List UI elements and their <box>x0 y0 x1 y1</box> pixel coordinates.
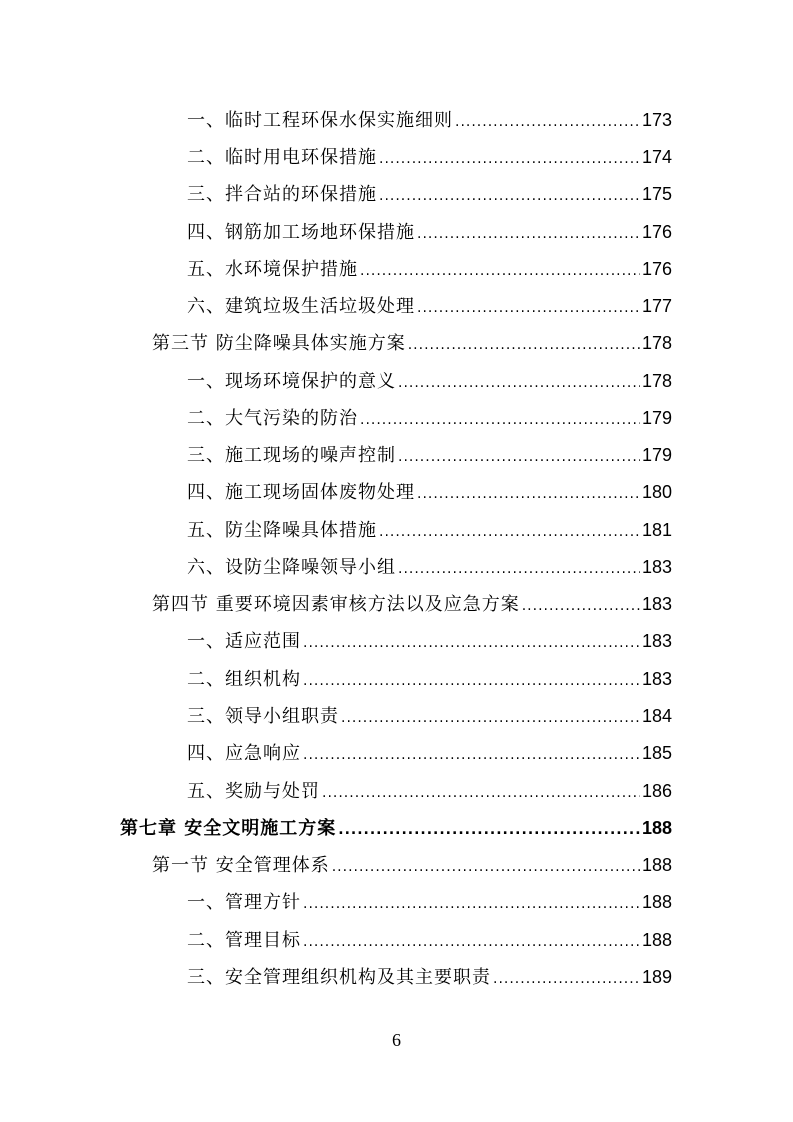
toc-entry-page: 188 <box>641 930 672 950</box>
leader-dots <box>360 405 640 435</box>
toc-entry-page: 188 <box>641 818 672 838</box>
toc-entry[interactable] <box>187 440 672 470</box>
toc-entry[interactable] <box>187 142 672 172</box>
toc-entry[interactable] <box>187 552 672 582</box>
toc-entry[interactable] <box>152 589 672 619</box>
toc-entry[interactable] <box>187 664 672 694</box>
toc-entry-page: 176 <box>641 259 672 279</box>
leader-dots <box>322 778 640 808</box>
toc-entry-label: 二、临时用电环保措施 <box>187 147 377 168</box>
toc-entry-page: 181 <box>641 520 672 540</box>
toc-entry-label: 三、施工现场的噪声控制 <box>187 445 396 466</box>
toc-entry-label: 五、奖励与处罚 <box>187 781 320 802</box>
leader-dots <box>417 219 640 249</box>
toc-entry-label: 二、管理目标 <box>187 930 301 951</box>
toc-entry-page: 180 <box>641 482 672 502</box>
toc-entry-label: 一、管理方针 <box>187 892 301 913</box>
toc-entry-label: 第四节 重要环境因素审核方法以及应急方案 <box>152 594 520 615</box>
toc-entry-page: 185 <box>641 743 672 763</box>
leader-dots <box>379 517 640 547</box>
leader-dots <box>332 852 640 882</box>
toc-entry[interactable] <box>187 962 672 992</box>
toc-entry-label: 二、大气污染的防治 <box>187 408 358 429</box>
leader-dots <box>341 703 640 733</box>
toc-entry-label: 一、现场环境保护的意义 <box>187 371 396 392</box>
toc-entry-page: 188 <box>641 892 672 912</box>
leader-dots <box>303 889 640 919</box>
toc-entry-label: 六、建筑垃圾生活垃圾处理 <box>187 296 415 317</box>
toc-entry-page: 188 <box>641 855 672 875</box>
toc-entry-page: 183 <box>641 594 672 614</box>
toc-entry[interactable] <box>187 105 672 135</box>
leader-dots <box>408 330 640 360</box>
toc-entry-page: 174 <box>641 147 672 167</box>
leader-dots <box>398 368 640 398</box>
toc-entry-label: 三、领导小组职责 <box>187 706 339 727</box>
leader-dots <box>522 591 640 621</box>
leader-dots <box>303 628 640 658</box>
toc-entry-label: 第七章 安全文明施工方案 <box>120 818 337 839</box>
toc-entry-label: 四、钢筋加工场地环保措施 <box>187 222 415 243</box>
leader-dots <box>338 815 640 845</box>
toc-entry-label: 六、设防尘降噪领导小组 <box>187 557 396 578</box>
leader-dots <box>493 964 640 994</box>
toc-entry-label: 五、水环境保护措施 <box>187 259 358 280</box>
toc-entry-page: 178 <box>641 333 672 353</box>
leader-dots <box>417 479 640 509</box>
toc-entry-page: 183 <box>641 631 672 651</box>
toc-entry-page: 179 <box>641 445 672 465</box>
leader-dots <box>417 293 640 323</box>
toc-entry-page: 177 <box>641 296 672 316</box>
toc-entry-label: 三、拌合站的环保措施 <box>187 184 377 205</box>
leader-dots <box>360 256 640 286</box>
toc-entry[interactable] <box>152 328 672 358</box>
toc-entry-label: 三、安全管理组织机构及其主要职责 <box>187 967 491 988</box>
leader-dots <box>303 740 640 770</box>
toc-entry[interactable] <box>187 403 672 433</box>
toc-entry[interactable] <box>152 850 672 880</box>
toc-entry[interactable] <box>187 701 672 731</box>
toc-entry-label: 二、组织机构 <box>187 669 301 690</box>
toc-entry-label: 第三节 防尘降噪具体实施方案 <box>152 333 406 354</box>
leader-dots <box>398 554 640 584</box>
toc-entry-label: 四、施工现场固体废物处理 <box>187 482 415 503</box>
toc-entry-page: 189 <box>641 967 672 987</box>
toc-entry-page: 179 <box>641 408 672 428</box>
page-number: 6 <box>392 1030 401 1050</box>
toc-entry-label: 一、适应范围 <box>187 631 301 652</box>
toc-entry[interactable] <box>187 925 672 955</box>
toc-entry[interactable] <box>187 179 672 209</box>
toc-entry-page: 178 <box>641 371 672 391</box>
toc-entry[interactable] <box>187 254 672 284</box>
toc-entry[interactable] <box>187 477 672 507</box>
toc-entry-label: 第一节 安全管理体系 <box>152 855 330 876</box>
toc-entry[interactable] <box>187 515 672 545</box>
leader-dots <box>379 181 640 211</box>
toc-entry[interactable] <box>187 217 672 247</box>
toc-entry-page: 184 <box>641 706 672 726</box>
toc-entry-chapter[interactable] <box>120 813 672 843</box>
toc-entry-label: 一、临时工程环保水保实施细则 <box>187 110 453 131</box>
toc-entry[interactable] <box>187 887 672 917</box>
toc-entry[interactable] <box>187 776 672 806</box>
toc-entry-page: 173 <box>641 110 672 130</box>
toc-entry-label: 五、防尘降噪具体措施 <box>187 520 377 541</box>
toc-entry-page: 183 <box>641 557 672 577</box>
toc-entry-page: 176 <box>641 222 672 242</box>
leader-dots <box>303 927 640 957</box>
toc-entry-page: 186 <box>641 781 672 801</box>
toc-entry[interactable] <box>187 366 672 396</box>
toc-entry[interactable] <box>187 738 672 768</box>
leader-dots <box>303 666 640 696</box>
leader-dots <box>379 144 640 174</box>
leader-dots <box>398 442 640 472</box>
toc-entry-page: 183 <box>641 669 672 689</box>
toc-entry[interactable] <box>187 291 672 321</box>
toc-entry-label: 四、应急响应 <box>187 743 301 764</box>
toc-entry[interactable] <box>187 626 672 656</box>
toc-entry-page: 175 <box>641 184 672 204</box>
leader-dots <box>455 107 640 137</box>
